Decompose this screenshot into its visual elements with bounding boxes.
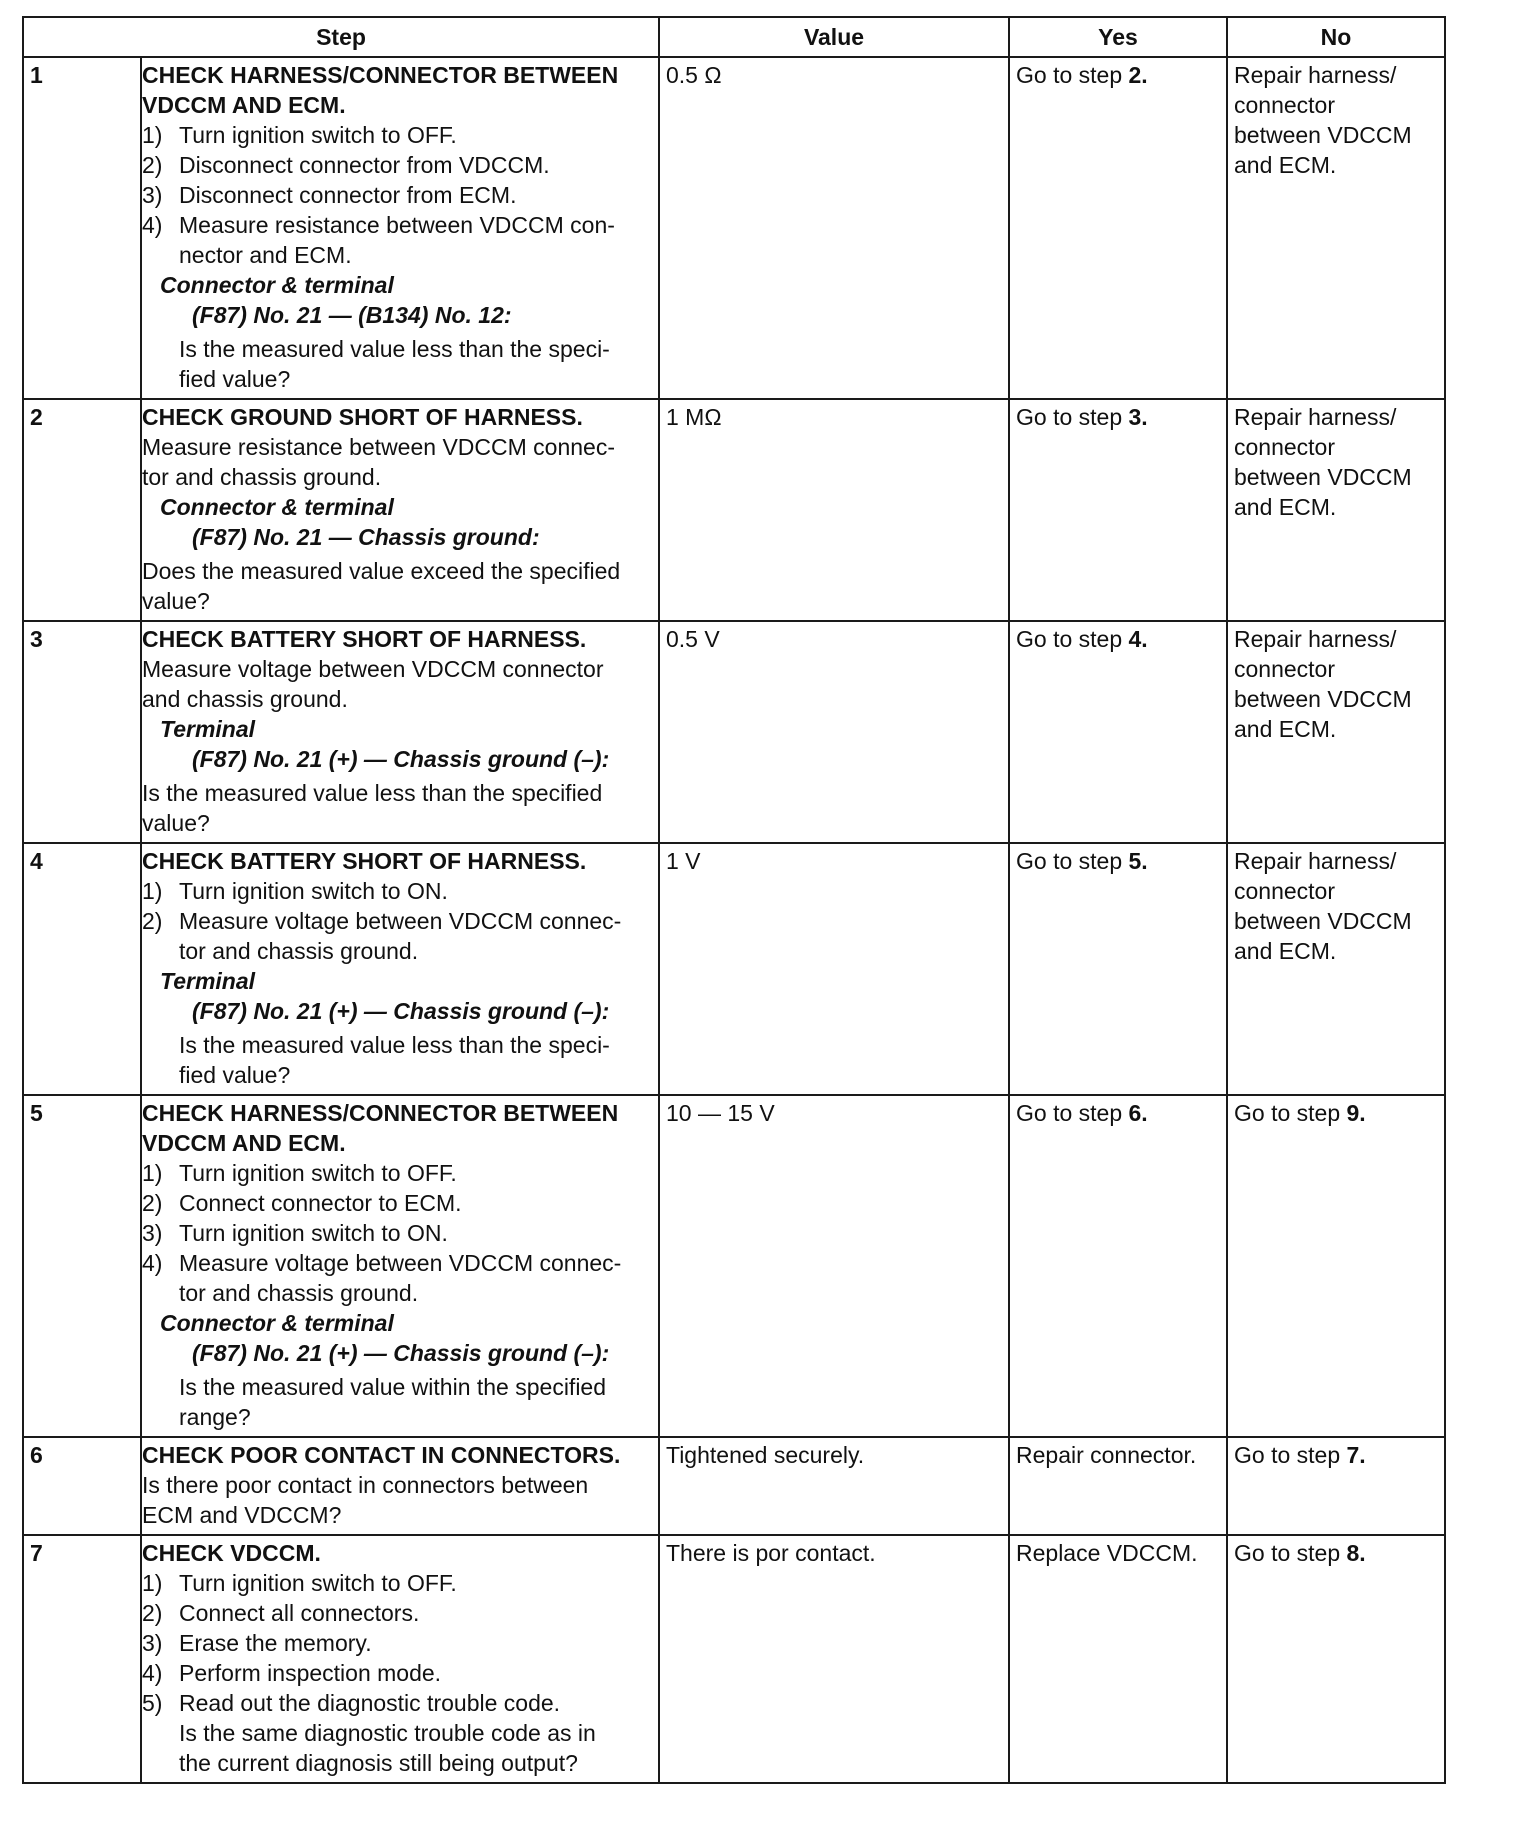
step-desc-line: and chassis ground. [142,686,348,712]
substep-text [179,1628,652,1658]
step-number: 3 [23,621,141,843]
yes-action: Repair connector. [1016,1442,1197,1468]
yes-go-to: Go to step [1016,62,1123,88]
no-go-to: Go to step [1234,1540,1341,1566]
step-substep [142,1568,652,1598]
substep-line: Turn ignition switch to ON. [179,1220,448,1246]
substep-number: 1) [142,1570,163,1596]
yes-step-ref: 4. [1128,626,1148,652]
question-line: Is the measured value less than the specified [142,780,603,806]
substep-text [179,1218,652,1248]
step-substep [142,1598,652,1628]
yes-step-ref: 5. [1128,848,1148,874]
no-step-ref: 7. [1346,1442,1366,1468]
table-header-row [23,17,1445,57]
no-action-line: and ECM. [1234,152,1337,178]
substep-number: 5) [142,1690,163,1716]
substep-line: Turn ignition switch to ON. [179,878,448,904]
step-desc-line: ECM and VDCCM? [142,1502,342,1528]
substep-text [179,1568,652,1598]
question-line: fied value? [179,1062,291,1088]
step-substep [142,1158,652,1188]
step-number: 7 [23,1535,141,1783]
substep-line: Measure voltage between VDCCM connec- [179,1250,622,1276]
yes-cell [1009,57,1227,399]
terminal-spec: (F87) No. 21 (+) — Chassis ground (–): [192,746,610,772]
table-row [23,621,1445,843]
substep-line: tor and chassis ground. [179,1280,419,1306]
substep-line: Turn ignition switch to OFF. [179,122,457,148]
substep-number: 4) [142,1250,163,1276]
substep-line: Read out the diagnostic trouble code. [179,1690,561,1716]
question-line: Is the measured value less than the speci- [179,336,610,362]
terminal-spec: (F87) No. 21 (+) — Chassis ground (–): [192,998,610,1024]
step-description [141,621,659,843]
no-cell [1227,843,1445,1095]
diagnostic-table [22,16,1446,1784]
yes-cell [1009,1437,1227,1535]
yes-cell [1009,621,1227,843]
step-number: 5 [23,1095,141,1437]
substep-line: nector and ECM. [179,242,352,268]
step-question [142,778,652,838]
substep-text [179,1188,652,1218]
substep-line: Measure voltage between VDCCM connec- [179,908,622,934]
substep-number: 3) [142,1220,163,1246]
substep-text [179,1158,652,1188]
question-line: value? [142,810,210,836]
value-cell: 0.5 Ω [659,57,1009,399]
step-number: 4 [23,843,141,1095]
step-desc-line: Measure voltage between VDCCM connector [142,656,604,682]
no-action-line: and ECM. [1234,938,1337,964]
substep-text [179,150,652,180]
substep-line: Erase the memory. [179,1630,372,1656]
step-substep [142,180,652,210]
step-desc-line: Is there poor contact in connectors between [142,1472,589,1498]
step-heading: CHECK HARNESS/CONNECTOR BETWEEN [142,62,619,88]
no-action-line: connector [1234,92,1336,118]
substep-number: 2) [142,1190,163,1216]
table-row [23,843,1445,1095]
step-number: 2 [23,399,141,621]
no-action-line: connector [1234,878,1336,904]
substep-text [179,1598,652,1628]
terminal-spec: (F87) No. 21 — Chassis ground: [192,524,540,550]
step-heading: CHECK GROUND SHORT OF HARNESS. [142,404,583,430]
yes-cell [1009,1095,1227,1437]
step-substep [142,210,652,270]
no-step-ref: 9. [1346,1100,1366,1126]
step-substep [142,1248,652,1308]
step-desc-line: Measure resistance between VDCCM connec- [142,434,615,460]
substep-line: Measure resistance between VDCCM con- [179,212,615,238]
no-action-line: between VDCCM [1234,686,1412,712]
question-line: value? [142,588,210,614]
yes-go-to: Go to step [1016,1100,1123,1126]
step-substep [142,1688,652,1778]
step-substep [142,120,652,150]
no-action-line: between VDCCM [1234,464,1412,490]
terminal-spec: (F87) No. 21 — (B134) No. 12: [192,302,512,328]
table-row [23,57,1445,399]
header-no: No [1227,17,1445,57]
terminal-label: Terminal [160,968,256,994]
no-cell [1227,1535,1445,1783]
question-line: fied value? [179,366,291,392]
substep-text [179,210,652,270]
no-cell [1227,1437,1445,1535]
substep-text [179,1248,652,1308]
value-cell: 0.5 V [659,621,1009,843]
no-action-line: and ECM. [1234,716,1337,742]
table-row [23,1437,1445,1535]
step-question [142,1372,652,1432]
yes-cell [1009,843,1227,1095]
terminal-label: Connector & terminal [160,272,394,298]
step-heading: CHECK BATTERY SHORT OF HARNESS. [142,848,587,874]
step-heading: CHECK BATTERY SHORT OF HARNESS. [142,626,587,652]
step-question [142,334,652,394]
step-number: 6 [23,1437,141,1535]
substep-line: tor and chassis ground. [179,938,419,964]
substep-line: Disconnect connector from ECM. [179,182,517,208]
substep-number: 1) [142,1160,163,1186]
step-heading-cont: VDCCM AND ECM. [142,92,346,118]
step-substep [142,1628,652,1658]
no-action-line: Repair harness/ [1234,62,1397,88]
substep-number: 3) [142,182,163,208]
yes-go-to: Go to step [1016,626,1123,652]
substep-number: 2) [142,908,163,934]
step-substep [142,1658,652,1688]
step-question [142,556,652,616]
step-description [141,1437,659,1535]
terminal-spec: (F87) No. 21 (+) — Chassis ground (–): [192,1340,610,1366]
step-description [141,57,659,399]
substep-line: Is the same diagnostic trouble code as in [179,1720,596,1746]
terminal-label: Connector & terminal [160,494,394,520]
value-cell: There is por contact. [659,1535,1009,1783]
step-substep [142,876,652,906]
substep-number: 3) [142,1630,163,1656]
yes-step-ref: 2. [1128,62,1148,88]
header-yes: Yes [1009,17,1227,57]
substep-line: Connect all connectors. [179,1600,420,1626]
step-description [141,1095,659,1437]
step-number: 1 [23,57,141,399]
substep-line: Turn ignition switch to OFF. [179,1160,457,1186]
substep-text [179,876,652,906]
header-step: Step [23,17,659,57]
step-substep [142,1188,652,1218]
step-substep [142,1218,652,1248]
substep-text [179,180,652,210]
yes-action: Replace VDCCM. [1016,1540,1198,1566]
no-action-line: between VDCCM [1234,908,1412,934]
substep-line: Connect connector to ECM. [179,1190,462,1216]
value-cell: 1 V [659,843,1009,1095]
step-description [141,843,659,1095]
yes-go-to: Go to step [1016,404,1123,430]
substep-number: 4) [142,212,163,238]
substep-line: the current diagnosis still being output? [179,1750,578,1776]
substep-number: 1) [142,878,163,904]
value-cell: 10 — 15 V [659,1095,1009,1437]
yes-step-ref: 3. [1128,404,1148,430]
header-value: Value [659,17,1009,57]
substep-line: Disconnect connector from VDCCM. [179,152,550,178]
no-action-line: connector [1234,656,1336,682]
step-substep [142,906,652,966]
yes-step-ref: 6. [1128,1100,1148,1126]
value-cell: Tightened securely. [659,1437,1009,1535]
no-go-to: Go to step [1234,1442,1341,1468]
substep-number: 2) [142,1600,163,1626]
step-heading: CHECK POOR CONTACT IN CONNECTORS. [142,1442,621,1468]
substep-number: 4) [142,1660,163,1686]
step-heading: CHECK HARNESS/CONNECTOR BETWEEN [142,1100,619,1126]
no-cell [1227,399,1445,621]
terminal-label: Terminal [160,716,256,742]
no-action-line: between VDCCM [1234,122,1412,148]
table-body [23,57,1445,1783]
no-action-line: connector [1234,434,1336,460]
substep-number: 1) [142,122,163,148]
table-row [23,1095,1445,1437]
step-heading: CHECK VDCCM. [142,1540,321,1566]
no-cell [1227,621,1445,843]
step-description [141,399,659,621]
no-action-line: Repair harness/ [1234,626,1397,652]
substep-text [179,1688,652,1778]
question-line: Is the measured value less than the speci- [179,1032,610,1058]
substep-number: 2) [142,152,163,178]
step-substep [142,150,652,180]
no-action-line: Repair harness/ [1234,404,1397,430]
substep-text [179,906,652,966]
step-desc-line: tor and chassis ground. [142,464,382,490]
substep-text [179,1658,652,1688]
step-question [142,1030,652,1090]
no-cell [1227,57,1445,399]
yes-cell [1009,1535,1227,1783]
step-description [141,1535,659,1783]
yes-cell [1009,399,1227,621]
step-heading-cont: VDCCM AND ECM. [142,1130,346,1156]
yes-go-to: Go to step [1016,848,1123,874]
no-action-line: and ECM. [1234,494,1337,520]
table-row [23,1535,1445,1783]
substep-text [179,120,652,150]
value-cell: 1 MΩ [659,399,1009,621]
question-line: range? [179,1404,251,1430]
terminal-label: Connector & terminal [160,1310,394,1336]
substep-line: Perform inspection mode. [179,1660,442,1686]
question-line: Is the measured value within the specified [179,1374,607,1400]
no-action-line: Repair harness/ [1234,848,1397,874]
table-row [23,399,1445,621]
question-line: Does the measured value exceed the specified [142,558,621,584]
no-cell [1227,1095,1445,1437]
no-step-ref: 8. [1346,1540,1366,1566]
substep-line: Turn ignition switch to OFF. [179,1570,457,1596]
no-go-to: Go to step [1234,1100,1341,1126]
